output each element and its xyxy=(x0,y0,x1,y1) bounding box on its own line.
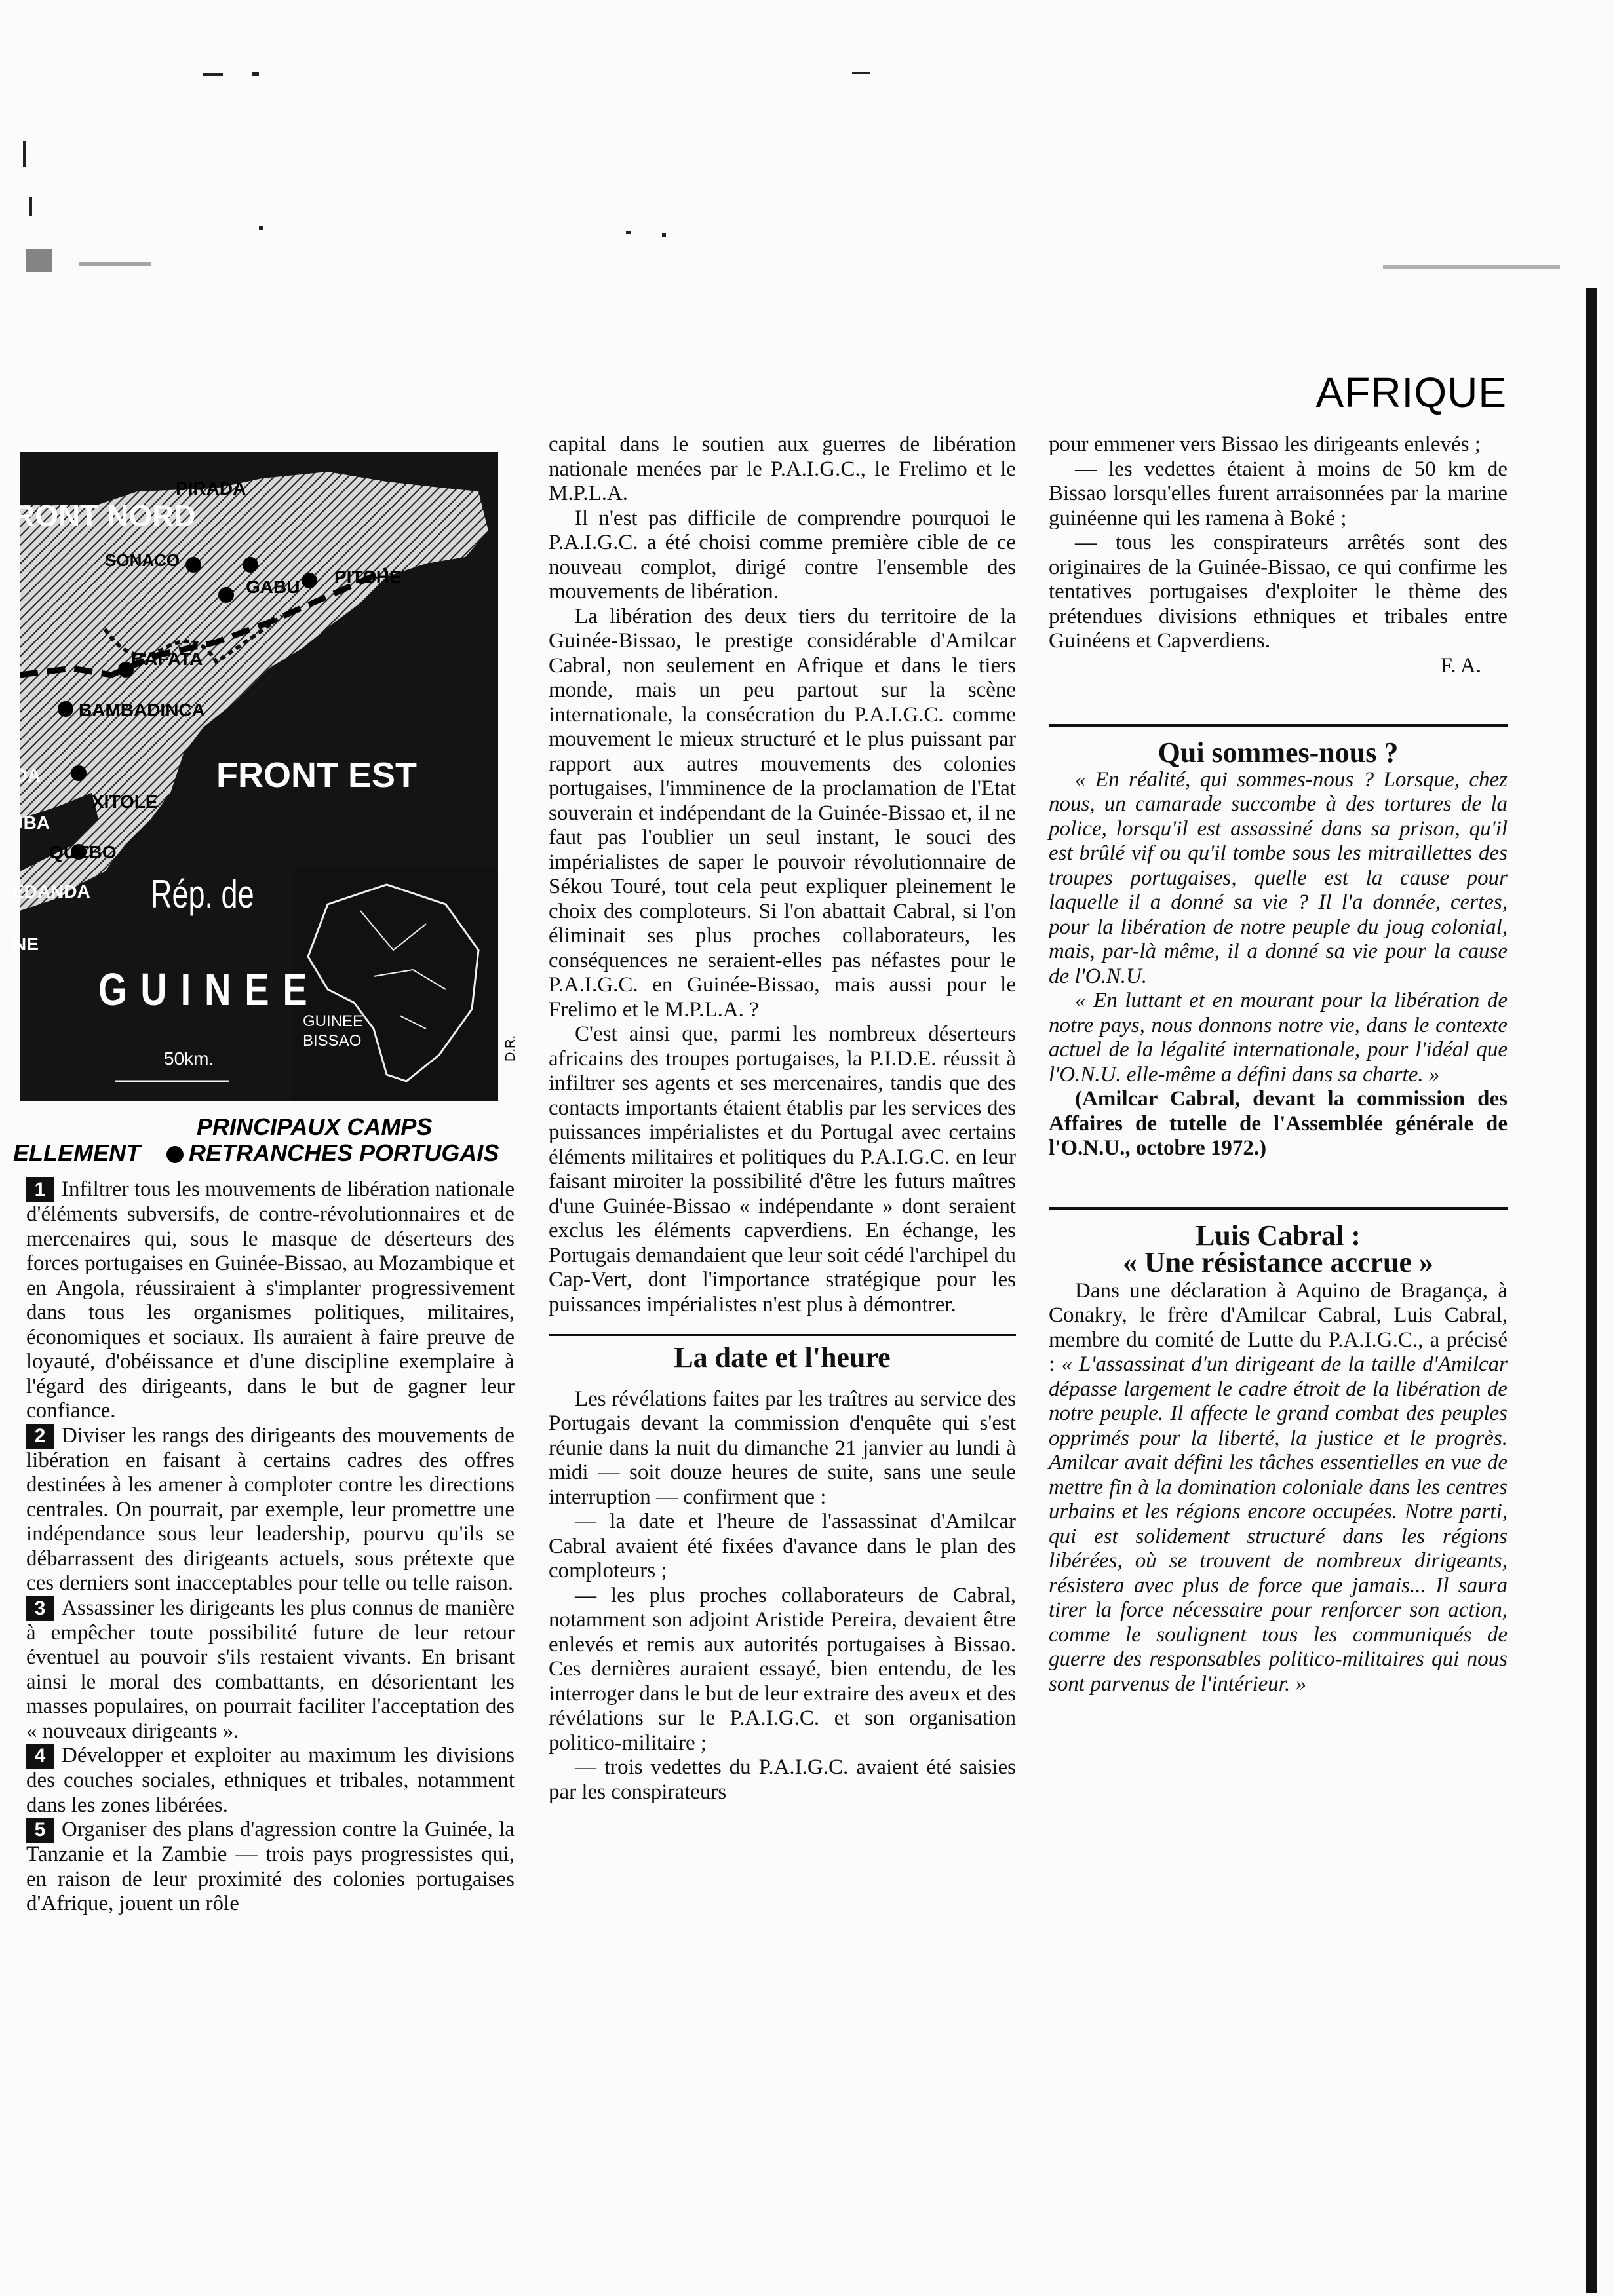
map-label-guinee: GUINEE xyxy=(98,964,321,1015)
quote-paragraph: « En réalité, qui sommes-nous ? Lorsque, chez nous, un camarade succombe à des tortures de la police, lorsqu'il est assassiné dans sa prison, qu'il est brûlé vif ou qu'il tombe sous les mitraillettes des troupes portugaises, quelle est la cause pour laquelle il a donné sa vie ? Il l'a donnée, certes, pour la libération de notre peuple du joug colonial, mais, par-là même, il a donné sa vie pour la cause de l'O.N.U. xyxy=(1049,767,1508,988)
paragraph: capital dans le soutien aux guerres de libération nationale menées par le P.A.I.G.C., le Frelimo et le M.P.L.A. xyxy=(549,432,1016,505)
map-caption xyxy=(13,1113,518,1166)
paragraph: pour emmener vers Bissao les dirigeants enlevés ; xyxy=(1049,432,1481,456)
map-label-danda: EDANDA xyxy=(12,881,90,902)
sidebar-box-luis-cabral xyxy=(1049,1207,1508,1697)
list-item xyxy=(26,1424,515,1596)
photo-credit: D.R. xyxy=(503,1035,518,1062)
column-1 xyxy=(26,1177,515,1917)
inset-label-guinee: GUINEE xyxy=(303,1012,364,1030)
list-item xyxy=(26,1818,515,1917)
intro-text: Dans une déclaration à Aquino de Bragança, à Conakry, le frère d'Amilcar Cabral, Luis Cabral, membre du comité de Lutte du P.A.I.G.C., a précisé : xyxy=(1049,1278,1508,1376)
paragraph: — tous les conspirateurs arrêtés sont des originaires de la Guinée-Bissao, ce qui confirme les tentatives portugaises d'exploiter le thème des prétendues divisions ethniques et tribales entre Guinéens et Capverdiens. xyxy=(1049,531,1508,653)
map-label-oa: OA xyxy=(13,765,41,786)
paragraph: C'est ainsi que, parmi les nombreux déserteurs africains des troupes portugaises, la P.I.D.E. réussit à infiltrer ses agents et ses mercenaires, tandis que des contacts importants étaient établis par les services des puissances impérialistes et du Portugal avec certains éléments militaires et politiques du P.A.I.G.C. en leur faisant miroiter la possibilité d'être les futurs maîtres d'une Guinée-Bissao « indépendante » dont seraient exclus les éléments capverdiens. En échange, les Portugais demandaient que leur soit cédé l'archipel du Cap-Vert, dont l'importance stratégique pour les puissances impérialistes n'est plus à démontrer. xyxy=(549,1022,1016,1316)
item-number: 4 xyxy=(26,1744,54,1769)
list-item xyxy=(26,1596,515,1744)
scan-edge-bar xyxy=(1586,288,1597,2293)
map-scale-label: 50km. xyxy=(164,1048,214,1069)
map-label-quebo: QUEBO xyxy=(49,842,117,862)
quote-text: « L'assassinat d'un dirigeant de la taille d'Amilcar dépasse largement le cadre étroit de la libération de notre peuple. Il affecte le grand combat des peuples opprimés pour la liberté, la justice et le progrès. Amilcar avait défini les tâches essentielles en vue de mettre fin à la domination coloniale dans les centres urbains et les régions encore occupées. Notre parti, qui est solidement structuré dans les régions libérées, où se trouvent de nombreux dirigeants, résistera avec plus de force que jamais... Il saura tirer la force nécessaire pour renforcer son action, comme le soulignent tous les communiqués de guerre des responsables politico-militaires qui nous sont parvenus de l'intérieur. » xyxy=(1049,1352,1508,1696)
paragraph: La libération des deux tiers du territoire de la Guinée-Bissao, le prestige considérable d'Amilcar Cabral, non seulement en Afrique et dans le tiers monde, mais un peu partout sur la scène internationale, la consécration du P.A.I.G.C. comme mouvement le mieux structuré et le plus puissant par rapport aux autres mouvements des colonies portugaises, l'imminence de la proclamation de l'Etat souverain et indépendant de la Guinée-Bissao et, il ne faut pas l'oublier un seul instant, le souci des impérialistes de saper le pouvoir révolutionnaire de Sékou Touré, tout cela peut expliquer pleinement le choix des comploteurs. Si l'on abattait Cabral, si l'on éliminait ses plus proches collaborateurs, les conséquences ne seraient-elles pas néfastes pour le P.A.I.G.C. en Guinée-Bissao, mais aussi pour le Frelimo et le M.P.L.A. ? xyxy=(549,604,1016,1022)
list-item xyxy=(26,1744,515,1818)
map-label-sonaco: SONACO xyxy=(105,550,180,570)
map-label-bafata: BAFATA xyxy=(131,649,203,669)
paragraph: — les vedettes étaient à moins de 50 km de Bissao lorsqu'elles furent arraisonnées par la marine guinéenne qui les ramena à Boké ; xyxy=(1049,457,1508,530)
map-label-bambadinca: BAMBADINCA xyxy=(79,700,205,720)
paragraph: — trois vedettes du P.A.I.G.C. avaient été saisies par les conspirateurs xyxy=(549,1755,1016,1804)
map-label-front-est: FRONT EST xyxy=(216,756,417,795)
item-text: Infiltrer tous les mouvements de libération nationale d'éléments subversifs, de contre-révolutionnaires et de mercenaires qui, sous le masque de déserteurs des forces portugaises en Guinée-Bissao, au Mozambique et en Angola, réussiraient à s'implanter progressivement dans tous les organismes politiques, militaires, économiques et sociaux. Ils auraient à faire preuve de loyauté, d'obéissance et d'une discipline exemplaire à l'égard des dirigeants, dans le but de gagner leur confiance. xyxy=(26,1177,515,1423)
quote-paragraph: « En luttant et en mourant pour la libération de notre pays, nous donnons notre vie, dans le contexte actuel de la légalité internationale, pour l'idéal que l'O.N.U. elle-même a défini dans sa charte. » xyxy=(1049,989,1508,1086)
item-text: Diviser les rangs des dirigeants des mouvements de libération en faisant à certains cadres des offres destinées à les amener à comploter contre les directions centrales. On pourrait, par exemple, leur promettre une indépendance sous leur leadership, pourvu qu'ils se débarrassent des dirigeants actuels, sous prétexte que ces derniers sont inacceptables pour telle ou telle raison. xyxy=(26,1423,515,1595)
caption-line-2-right: RETRANCHES PORTUGAIS xyxy=(189,1139,499,1166)
map-label-xitole: XITOLE xyxy=(92,792,158,812)
paragraph: Les révélations faites par les traîtres au service des Portugais devant la commission d'enquête qui s'est réunie dans la nuit du dimanche 21 janvier au lundi à midi — soit douze heures de suite, sans une seule interruption — confirment que : xyxy=(549,1387,1016,1509)
map-label-pitche: PITCHE xyxy=(334,567,402,587)
box-title: Qui sommes-nous ? xyxy=(1158,737,1399,769)
item-text: Développer et exploiter au maximum les divisions des couches sociales, ethniques et tribales, notamment dans les zones libérées. xyxy=(26,1744,515,1817)
author-signature: F. A. xyxy=(1440,653,1481,678)
inset-label-bissao: BISSAO xyxy=(303,1032,362,1050)
quote-attribution: (Amilcar Cabral, devant la commission des Affaires de tutelle de l'Assemblée générale de l'O.N.U., octobre 1972.) xyxy=(1049,1087,1508,1160)
box-title-line-2: « Une résistance accrue » xyxy=(1122,1246,1434,1278)
column-3 xyxy=(1049,432,1508,1696)
item-text: Assassiner les dirigeants les plus connus de manière à empêcher toute possibilité future de leur retour éventuel au pouvoir s'ils restaient vivants. En brisant ainsi le moral des combattants, en désorientant les masses populaires, on pourrait faciliter l'acceptation des « nouveaux dirigeants ». xyxy=(26,1596,515,1743)
subheading: La date et l'heure xyxy=(549,1334,1016,1370)
paragraph: Il n'est pas difficile de comprendre pourquoi le P.A.I.G.C. a été choisi comme première cible de ce nouveau complot, dirigé contre l'ensemble des mouvements de libération. xyxy=(549,506,1016,603)
item-number: 2 xyxy=(26,1424,54,1449)
map-label-rep-de: Rép. de xyxy=(151,872,254,916)
box-title-line-1: Luis Cabral : xyxy=(1196,1219,1361,1252)
caption-line-2-left: ELLEMENT xyxy=(13,1139,140,1166)
map-label-gabu: GABU xyxy=(246,577,300,597)
section-header: AFRIQUE xyxy=(1315,369,1507,416)
column-2 xyxy=(549,432,1016,1805)
item-number: 3 xyxy=(26,1596,54,1621)
map-label-jba: JBA xyxy=(13,813,50,833)
map-figure xyxy=(12,452,537,1107)
item-number: 1 xyxy=(26,1177,54,1202)
paragraph: — les plus proches collaborateurs de Cabral, notamment son adjoint Aristide Pereira, devaient être enlevés et remis aux autorités portugaises à Bissao. Ces dernières auraient essayé, bien entendu, de les interroger dans le but de leur extraire des aveux et des révélations sur le P.A.I.G.C. et son organisation politico-militaire ; xyxy=(549,1583,1016,1755)
paragraph: — la date et l'heure de l'assassinat d'Amilcar Cabral avaient été fixées d'avance dans le plan des comploteurs ; xyxy=(549,1510,1016,1582)
map-label-pirada: PIRADA xyxy=(176,478,246,499)
bullet-dot-icon xyxy=(166,1146,184,1163)
paragraph xyxy=(1049,1279,1508,1697)
map-label-ne: NE xyxy=(13,934,39,954)
list-item xyxy=(26,1177,515,1424)
caption-line-1: PRINCIPAUX CAMPS xyxy=(197,1113,433,1140)
map-label-front-nord: RONT NORD xyxy=(13,499,196,533)
sidebar-box-qui-sommes-nous xyxy=(1049,724,1508,1161)
item-text: Organiser des plans d'agression contre la Guinée, la Tanzanie et la Zambie — trois pays progressistes qui, en raison de leur proximité des colonies portugaises d'Afrique, jouent un rôle xyxy=(26,1818,515,1915)
item-number: 5 xyxy=(26,1818,54,1843)
